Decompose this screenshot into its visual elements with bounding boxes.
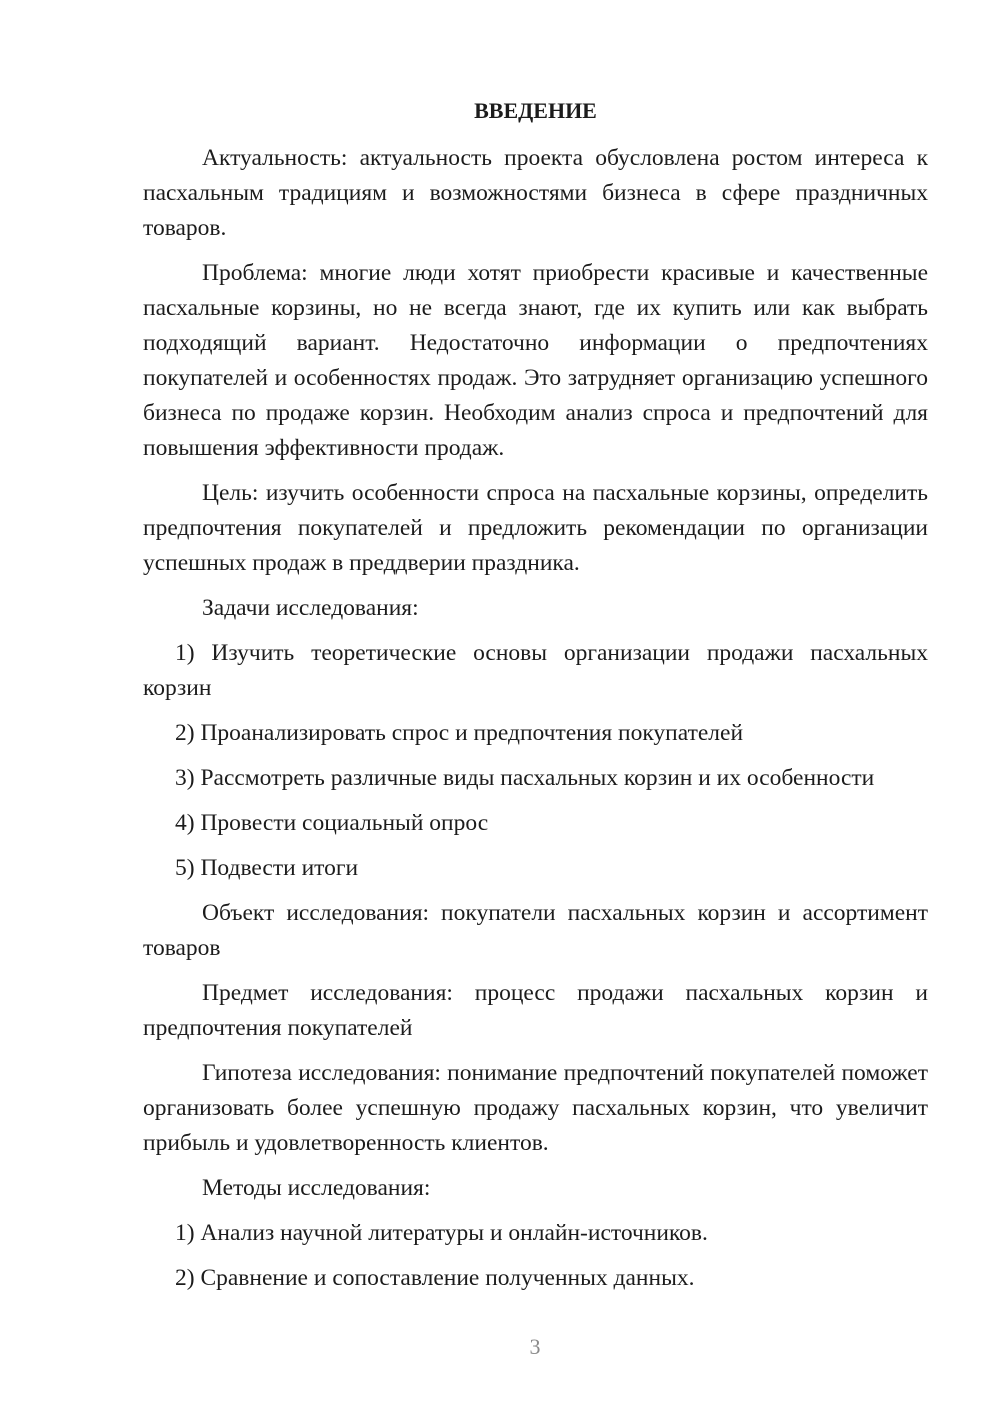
methods-heading: Методы исследования: xyxy=(202,1175,431,1201)
task-item-2: 2) Проанализировать спрос и предпочтения покупателей xyxy=(175,720,744,746)
method-item-1: 1) Анализ научной литературы и онлайн-источников. xyxy=(175,1220,708,1246)
task-item-3: 3) Рассмотреть различные виды пасхальных корзин и их особенности xyxy=(175,765,875,791)
task-item-5: 5) Подвести итоги xyxy=(175,855,359,881)
goal-paragraph: Цель: изучить особенности спроса на пасхальные корзины, определить предпочтения покупателей и предложить рекомендации по организации успешных продаж в преддверии праздника. xyxy=(143,480,928,576)
method-item-2: 2) Сравнение и сопоставление полученных данных. xyxy=(175,1265,695,1291)
page-title: ВВЕДЕНИЕ xyxy=(474,98,597,123)
object-paragraph: Объект исследования: покупатели пасхальных корзин и ассортимент товаров xyxy=(143,900,928,961)
page-number: 3 xyxy=(529,1334,541,1359)
subject-paragraph: Предмет исследования: процесс продажи пасхальных корзин и предпочтения покупателей xyxy=(143,980,928,1041)
problem-paragraph: Проблема: многие люди хотят приобрести красивые и качественные пасхальные корзины, но не всегда знают, где их купить или как выбрать подходящий вариант. Недостаточно информации о предпочтениях покупателей и особенностях продаж. Это затрудняет организацию успешного бизнеса по продаже корзин. Необходим анализ спроса и предпочтений для повышения эффективности продаж. xyxy=(143,260,928,461)
hypothesis-paragraph: Гипотеза исследования: понимание предпочтений покупателей поможет организовать более успешную продажу пасхальных корзин, что увеличит прибыль и удовлетворенность клиентов. xyxy=(143,1060,928,1156)
relevance-paragraph: Актуальность: актуальность проекта обусловлена ростом интереса к пасхальным традициям и возможностями бизнеса в сфере праздничных товаров. xyxy=(143,145,928,241)
page-content xyxy=(143,93,928,1306)
tasks-heading: Задачи исследования: xyxy=(202,595,419,621)
task-item-4: 4) Провести социальный опрос xyxy=(175,810,489,836)
task-item-1: 1) Изучить теоретические основы организации продажи пасхальных корзин xyxy=(143,640,928,701)
